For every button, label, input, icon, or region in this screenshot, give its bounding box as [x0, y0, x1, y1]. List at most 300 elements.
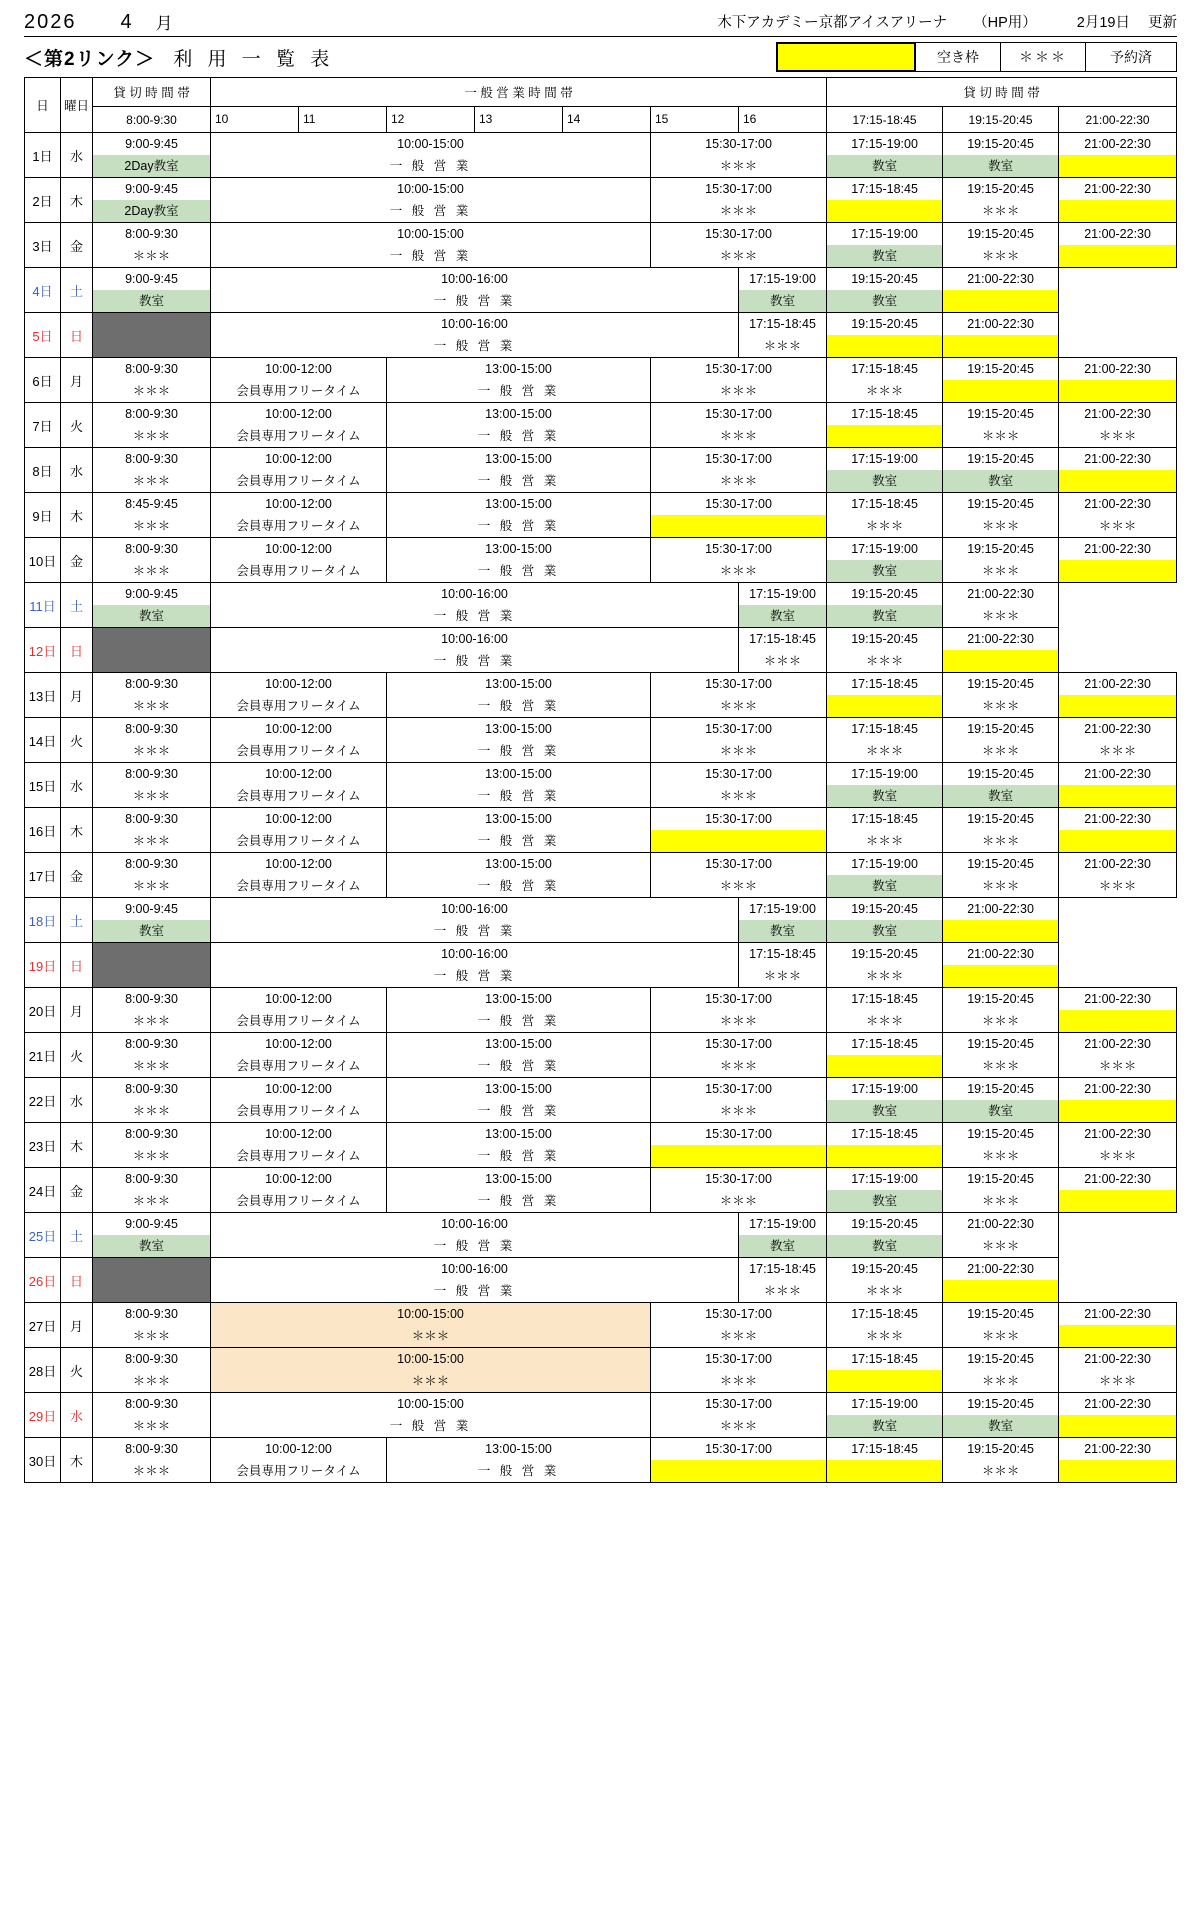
slot-evening-1-time: 17:15-18:45 [851, 1037, 918, 1051]
slot-evening-3[interactable] [1059, 133, 1177, 178]
slot-afternoon-status: ＊＊＊ [719, 474, 758, 488]
slot-evening-3[interactable] [943, 583, 1059, 628]
slot-evening-2-status [827, 335, 942, 357]
slot-afternoon-status: ＊＊＊ [719, 249, 758, 263]
slot-morning-closed[interactable] [93, 1258, 211, 1303]
slot-evening-1-time: 17:15-18:45 [851, 722, 918, 736]
slot-general-label: 一 般 営 業 [389, 249, 472, 263]
slot-general-1[interactable] [211, 943, 739, 988]
slot-evening-1[interactable] [739, 1213, 827, 1258]
slot-morning[interactable] [93, 358, 211, 403]
slot-evening-2[interactable] [827, 628, 943, 673]
slot-evening-1[interactable] [827, 1033, 943, 1078]
slot-morning[interactable] [93, 538, 211, 583]
slot-general-1[interactable] [211, 853, 387, 898]
slot-general-1[interactable] [211, 1213, 739, 1258]
slot-afternoon-status: ＊＊＊ [719, 789, 758, 803]
slot-afternoon[interactable] [651, 1033, 827, 1078]
slot-evening-3[interactable] [943, 898, 1059, 943]
slot-evening-3-status [1059, 1100, 1176, 1122]
table-row [25, 718, 1177, 763]
slot-evening-2[interactable] [943, 448, 1059, 493]
slot-evening-2[interactable] [943, 358, 1059, 403]
slot-evening-3[interactable] [1059, 538, 1177, 583]
slot-general-1[interactable] [211, 1348, 651, 1393]
slot-evening-2[interactable] [827, 583, 943, 628]
slot-evening-1[interactable] [827, 448, 943, 493]
slot-general-1[interactable] [211, 898, 739, 943]
slot-evening-1[interactable] [827, 133, 943, 178]
slot-evening-3[interactable] [1059, 403, 1177, 448]
slot-evening-2-time: 19:15-20:45 [851, 947, 918, 961]
slot-general-2[interactable] [387, 673, 651, 718]
slot-evening-3[interactable] [943, 1258, 1059, 1303]
rink-title: ＜第2リンク＞ [24, 48, 156, 70]
slot-morning[interactable] [93, 1123, 211, 1168]
slot-morning[interactable] [93, 1033, 211, 1078]
slot-morning-time: 8:00-9:30 [125, 722, 178, 736]
slot-general-label: 一 般 営 業 [433, 339, 516, 353]
slot-general-1[interactable] [211, 1303, 651, 1348]
slot-evening-2[interactable] [827, 943, 943, 988]
slot-general-2[interactable] [387, 538, 651, 583]
slot-evening-2-status: ＊＊＊ [981, 1329, 1020, 1343]
slot-evening-3-time: 21:00-22:30 [1084, 767, 1151, 781]
slot-general-2[interactable] [387, 358, 651, 403]
slot-evening-2-time: 19:15-20:45 [967, 857, 1034, 871]
slot-evening-1[interactable] [827, 1078, 943, 1123]
slot-afternoon[interactable] [651, 133, 827, 178]
slot-evening-2[interactable] [943, 1348, 1059, 1393]
slot-evening-3[interactable] [943, 1213, 1059, 1258]
slot-morning[interactable] [93, 133, 211, 178]
slot-evening-1-status: 教室 [827, 785, 942, 807]
slot-evening-1[interactable] [739, 898, 827, 943]
slot-general-label: 会員専用フリータイム [236, 519, 361, 533]
slot-afternoon[interactable] [651, 493, 827, 538]
slot-evening-1-status: 教室 [739, 920, 826, 942]
row-dow: 水 [61, 448, 93, 493]
slot-evening-3-time: 21:00-22:30 [1084, 1307, 1151, 1321]
slot-general-time: 10:00-12:00 [265, 767, 332, 781]
slot-evening-2[interactable] [943, 133, 1059, 178]
slot-afternoon[interactable] [651, 1123, 827, 1168]
slot-evening-2[interactable] [943, 223, 1059, 268]
slot-general-2[interactable] [387, 1123, 651, 1168]
slot-evening-1[interactable] [827, 1393, 943, 1438]
slot-general-time: 13:00-15:00 [485, 1442, 552, 1456]
slot-morning[interactable] [93, 1213, 211, 1258]
updated-date: 2月19日 [1076, 15, 1130, 31]
slot-evening-3[interactable] [943, 628, 1059, 673]
slot-evening-3[interactable] [1059, 493, 1177, 538]
slot-afternoon[interactable] [651, 1078, 827, 1123]
slot-morning-status: ＊＊＊ [132, 1014, 171, 1028]
slot-evening-3[interactable] [1059, 673, 1177, 718]
slot-evening-1[interactable] [739, 583, 827, 628]
legend-label-reserved: 予約済 [1085, 42, 1177, 72]
slot-evening-3-time: 21:00-22:30 [1084, 542, 1151, 556]
slot-general-label: 会員専用フリータイム [236, 834, 361, 848]
slot-morning[interactable] [93, 403, 211, 448]
slot-evening-3[interactable] [943, 943, 1059, 988]
slot-general-1[interactable] [211, 1258, 739, 1303]
slot-evening-2[interactable] [943, 808, 1059, 853]
slot-general-label: 一 般 営 業 [433, 1284, 516, 1298]
slot-evening-2[interactable] [943, 1123, 1059, 1168]
slot-evening-1[interactable] [739, 268, 827, 313]
slot-afternoon[interactable] [651, 448, 827, 493]
slot-morning[interactable] [93, 763, 211, 808]
slot-morning[interactable] [93, 448, 211, 493]
row-day: 1日 [25, 133, 61, 178]
slot-evening-3[interactable] [1059, 718, 1177, 763]
slot-general-2[interactable] [387, 763, 651, 808]
slot-evening-1[interactable] [827, 493, 943, 538]
slot-morning-time: 9:00-9:45 [125, 1217, 178, 1231]
slot-morning[interactable] [93, 808, 211, 853]
slot-evening-3-time: 21:00-22:30 [967, 272, 1034, 286]
slot-afternoon-time: 15:30-17:00 [705, 1172, 772, 1186]
slot-evening-2[interactable] [943, 403, 1059, 448]
slot-morning[interactable] [93, 1078, 211, 1123]
slot-morning-closed[interactable] [93, 313, 211, 358]
slot-afternoon-time: 15:30-17:00 [705, 1307, 772, 1321]
slot-afternoon[interactable] [651, 403, 827, 448]
slot-evening-3[interactable] [1059, 178, 1177, 223]
slot-morning-status: ＊＊＊ [132, 1194, 171, 1208]
slot-evening-2[interactable] [827, 898, 943, 943]
slot-evening-3-time: 21:00-22:30 [1084, 137, 1151, 151]
slot-morning[interactable] [93, 178, 211, 223]
slot-evening-1-time: 17:15-19:00 [851, 1172, 918, 1186]
slot-general-2[interactable] [387, 493, 651, 538]
slot-general-time: 13:00-15:00 [485, 677, 552, 691]
slot-general-1[interactable] [211, 673, 387, 718]
slot-afternoon[interactable] [651, 223, 827, 268]
slot-evening-1[interactable] [827, 763, 943, 808]
slot-general-2[interactable] [387, 988, 651, 1033]
slot-evening-2[interactable] [943, 988, 1059, 1033]
slot-general-2[interactable] [387, 808, 651, 853]
slot-general-2[interactable] [387, 718, 651, 763]
group-header-private-morning: 貸 切 時 間 帯 [93, 78, 211, 107]
slot-evening-3-time: 21:00-22:30 [967, 1262, 1034, 1276]
slot-evening-3[interactable] [1059, 1033, 1177, 1078]
slot-general-1[interactable] [211, 268, 739, 313]
slot-evening-1[interactable] [827, 1438, 943, 1483]
slot-general-time: 10:00-16:00 [441, 587, 508, 601]
slot-general-time: 10:00-12:00 [265, 1082, 332, 1096]
slot-general-1[interactable] [211, 538, 387, 583]
slot-general-1[interactable] [211, 1078, 387, 1123]
slot-afternoon[interactable] [651, 1393, 827, 1438]
slot-morning[interactable] [93, 718, 211, 763]
slot-morning-closed[interactable] [93, 628, 211, 673]
slot-evening-3[interactable] [943, 313, 1059, 358]
slot-general-label: 会員専用フリータイム [236, 699, 361, 713]
slot-general-1[interactable] [211, 1033, 387, 1078]
slot-morning[interactable] [93, 988, 211, 1033]
slot-general-label: 一 般 営 業 [477, 1104, 560, 1118]
slot-afternoon[interactable] [651, 718, 827, 763]
slot-evening-2[interactable] [827, 313, 943, 358]
row-day: 26日 [25, 1258, 61, 1303]
slot-evening-1-time: 17:15-19:00 [851, 857, 918, 871]
slot-afternoon[interactable] [651, 178, 827, 223]
slot-general-2[interactable] [387, 1033, 651, 1078]
slot-general-time: 13:00-15:00 [485, 992, 552, 1006]
legend [777, 42, 1177, 72]
slot-general-1[interactable] [211, 718, 387, 763]
slot-evening-3[interactable] [1059, 1438, 1177, 1483]
slot-general-2[interactable] [387, 1438, 651, 1483]
slot-evening-2[interactable] [827, 268, 943, 313]
slot-evening-1-status: ＊＊＊ [763, 339, 802, 353]
slot-general-1[interactable] [211, 358, 387, 403]
slot-general-2[interactable] [387, 1168, 651, 1213]
slot-evening-1[interactable] [827, 808, 943, 853]
slot-evening-3[interactable] [1059, 1123, 1177, 1168]
year-value: 2026 [24, 11, 77, 33]
slot-evening-3[interactable] [1059, 358, 1177, 403]
slot-morning[interactable] [93, 1393, 211, 1438]
row-day: 2日 [25, 178, 61, 223]
slot-evening-1-status: 教室 [827, 155, 942, 177]
slot-evening-2[interactable] [943, 853, 1059, 898]
slot-general-1[interactable] [211, 133, 651, 178]
slot-evening-2[interactable] [943, 673, 1059, 718]
slot-evening-1-time: 17:15-19:00 [851, 227, 918, 241]
slot-evening-1[interactable] [739, 628, 827, 673]
slot-evening-3[interactable] [943, 268, 1059, 313]
slot-afternoon[interactable] [651, 673, 827, 718]
slot-evening-1[interactable] [827, 538, 943, 583]
slot-evening-1[interactable] [827, 1168, 943, 1213]
slot-evening-1-time: 17:15-18:45 [851, 1442, 918, 1456]
slot-afternoon-status: ＊＊＊ [719, 1419, 758, 1433]
slot-afternoon[interactable] [651, 808, 827, 853]
slot-general-1[interactable] [211, 988, 387, 1033]
slot-afternoon[interactable] [651, 988, 827, 1033]
slot-morning[interactable] [93, 898, 211, 943]
slot-evening-1[interactable] [739, 943, 827, 988]
slot-general-2[interactable] [387, 448, 651, 493]
row-dow: 日 [61, 313, 93, 358]
slot-evening-1-time: 17:15-18:45 [749, 947, 816, 961]
slot-general-time: 10:00-12:00 [265, 992, 332, 1006]
slot-evening-1[interactable] [827, 718, 943, 763]
slot-evening-3[interactable] [1059, 763, 1177, 808]
slot-evening-1[interactable] [827, 1348, 943, 1393]
slot-afternoon-status [651, 1145, 826, 1167]
slot-general-1[interactable] [211, 628, 739, 673]
slot-evening-1[interactable] [827, 673, 943, 718]
slot-evening-3[interactable] [1059, 1303, 1177, 1348]
slot-evening-2-time: 19:15-20:45 [967, 497, 1034, 511]
table-row [25, 628, 1177, 673]
slot-morning-time: 8:00-9:30 [125, 1397, 178, 1411]
slot-morning[interactable] [93, 583, 211, 628]
slot-evening-2[interactable] [827, 1213, 943, 1258]
slot-general-1[interactable] [211, 313, 739, 358]
slot-evening-1-time: 17:15-18:45 [851, 362, 918, 376]
slot-afternoon[interactable] [651, 358, 827, 403]
slot-evening-1[interactable] [827, 403, 943, 448]
facility-name: 木下アカデミー京都アイスアリーナ [717, 15, 948, 31]
slot-afternoon[interactable] [651, 1303, 827, 1348]
slot-morning[interactable] [93, 1348, 211, 1393]
slot-morning-closed[interactable] [93, 943, 211, 988]
slot-evening-3-status: ＊＊＊ [1098, 879, 1137, 893]
slot-general-1[interactable] [211, 403, 387, 448]
slot-afternoon[interactable] [651, 1168, 827, 1213]
slot-general-2[interactable] [387, 403, 651, 448]
slot-evening-3[interactable] [1059, 853, 1177, 898]
slot-evening-2-status: ＊＊＊ [981, 834, 1020, 848]
slot-afternoon-time: 15:30-17:00 [705, 452, 772, 466]
slot-general-label: 会員専用フリータイム [236, 429, 361, 443]
tick-14: 14 [563, 107, 651, 133]
slot-evening-3[interactable] [1059, 808, 1177, 853]
slot-general-time: 10:00-16:00 [441, 317, 508, 331]
slot-evening-3-status [1059, 560, 1176, 582]
slot-morning-time: 8:00-9:30 [125, 1172, 178, 1186]
slot-general-1[interactable] [211, 223, 651, 268]
slot-general-time: 13:00-15:00 [485, 767, 552, 781]
slot-morning[interactable] [93, 673, 211, 718]
slot-afternoon[interactable] [651, 1348, 827, 1393]
slot-morning-status: ＊＊＊ [132, 474, 171, 488]
slot-evening-2-time: 19:15-20:45 [967, 1037, 1034, 1051]
slot-morning[interactable] [93, 1303, 211, 1348]
slot-general-1[interactable] [211, 583, 739, 628]
slot-evening-1[interactable] [827, 988, 943, 1033]
slot-general-2[interactable] [387, 853, 651, 898]
slot-general-1[interactable] [211, 1393, 651, 1438]
slot-morning[interactable] [93, 1438, 211, 1483]
row-day: 27日 [25, 1303, 61, 1348]
slot-afternoon-time: 15:30-17:00 [705, 767, 772, 781]
slot-general-1[interactable] [211, 1123, 387, 1168]
slot-evening-3-status: ＊＊＊ [1098, 429, 1137, 443]
slot-evening-2-time: 19:15-20:45 [967, 677, 1034, 691]
slot-evening-3[interactable] [1059, 988, 1177, 1033]
slot-morning-time: 9:00-9:45 [125, 272, 178, 286]
slot-general-label: 一 般 営 業 [477, 744, 560, 758]
slot-general-time: 10:00-12:00 [265, 812, 332, 826]
slot-evening-3[interactable] [1059, 448, 1177, 493]
slot-evening-1-status: 教室 [739, 605, 826, 627]
row-dow: 水 [61, 763, 93, 808]
document-header [0, 0, 1201, 34]
slot-evening-1[interactable] [827, 1303, 943, 1348]
slot-general-time: 10:00-12:00 [265, 407, 332, 421]
slot-morning-status: 2Day教室 [93, 155, 210, 177]
col-header-day: 日 [25, 78, 61, 133]
slot-general-1[interactable] [211, 763, 387, 808]
slot-evening-1[interactable] [739, 313, 827, 358]
table-row [25, 313, 1177, 358]
slot-general-2[interactable] [387, 1078, 651, 1123]
slot-evening-1-status: 教室 [827, 1415, 942, 1437]
slot-evening-2-status: ＊＊＊ [981, 699, 1020, 713]
slot-afternoon[interactable] [651, 853, 827, 898]
slot-evening-2-time: 19:15-20:45 [967, 137, 1034, 151]
slot-evening-3[interactable] [1059, 1393, 1177, 1438]
row-dow: 金 [61, 853, 93, 898]
slot-afternoon[interactable] [651, 1438, 827, 1483]
slot-evening-3-time: 21:00-22:30 [967, 1217, 1034, 1231]
slot-evening-3[interactable] [1059, 1348, 1177, 1393]
slot-evening-1[interactable] [827, 223, 943, 268]
slot-general-time: 10:00-12:00 [265, 1172, 332, 1186]
slot-evening-2[interactable] [943, 1168, 1059, 1213]
slot-morning[interactable] [93, 268, 211, 313]
slot-morning[interactable] [93, 1168, 211, 1213]
slot-evening-2[interactable] [943, 1033, 1059, 1078]
slot-general-1[interactable] [211, 808, 387, 853]
row-day: 29日 [25, 1393, 61, 1438]
slot-evening-3-status [1059, 785, 1176, 807]
row-dow: 木 [61, 178, 93, 223]
slot-morning[interactable] [93, 223, 211, 268]
slot-evening-2[interactable] [943, 1393, 1059, 1438]
slot-general-1[interactable] [211, 493, 387, 538]
slot-afternoon[interactable] [651, 763, 827, 808]
slot-evening-3[interactable] [1059, 1078, 1177, 1123]
slot-evening-2[interactable] [943, 1303, 1059, 1348]
row-day: 4日 [25, 268, 61, 313]
slot-evening-3[interactable] [1059, 1168, 1177, 1213]
slot-evening-2[interactable] [827, 1258, 943, 1303]
slot-evening-1[interactable] [827, 358, 943, 403]
slot-evening-2[interactable] [943, 178, 1059, 223]
row-dow: 月 [61, 1303, 93, 1348]
slot-morning[interactable] [93, 853, 211, 898]
slot-general-label: 一 般 営 業 [477, 429, 560, 443]
table-row [25, 808, 1177, 853]
row-day: 22日 [25, 1078, 61, 1123]
slot-evening-1[interactable] [739, 1258, 827, 1303]
slot-evening-2[interactable] [943, 1078, 1059, 1123]
slot-evening-2[interactable] [943, 538, 1059, 583]
slot-evening-2[interactable] [943, 718, 1059, 763]
row-day: 18日 [25, 898, 61, 943]
slot-general-1[interactable] [211, 1438, 387, 1483]
legend-label-stars: ＊＊＊ [1000, 42, 1086, 72]
slot-general-1[interactable] [211, 448, 387, 493]
slot-afternoon-time: 15:30-17:00 [705, 1397, 772, 1411]
slot-evening-2[interactable] [943, 493, 1059, 538]
slot-general-1[interactable] [211, 178, 651, 223]
slot-evening-3[interactable] [1059, 223, 1177, 268]
slot-evening-1[interactable] [827, 178, 943, 223]
slot-general-time: 13:00-15:00 [485, 857, 552, 871]
slot-afternoon[interactable] [651, 538, 827, 583]
slot-morning[interactable] [93, 493, 211, 538]
slot-morning-time: 8:00-9:30 [125, 767, 178, 781]
slot-evening-3-time: 21:00-22:30 [967, 632, 1034, 646]
slot-evening-2[interactable] [943, 763, 1059, 808]
slot-evening-1-status: 教室 [827, 560, 942, 582]
slot-evening-2[interactable] [943, 1438, 1059, 1483]
slot-evening-1[interactable] [827, 853, 943, 898]
slot-evening-2-status: ＊＊＊ [981, 1059, 1020, 1073]
slot-evening-2-status: ＊＊＊ [981, 204, 1020, 218]
slot-general-1[interactable] [211, 1168, 387, 1213]
slot-evening-1[interactable] [827, 1123, 943, 1168]
